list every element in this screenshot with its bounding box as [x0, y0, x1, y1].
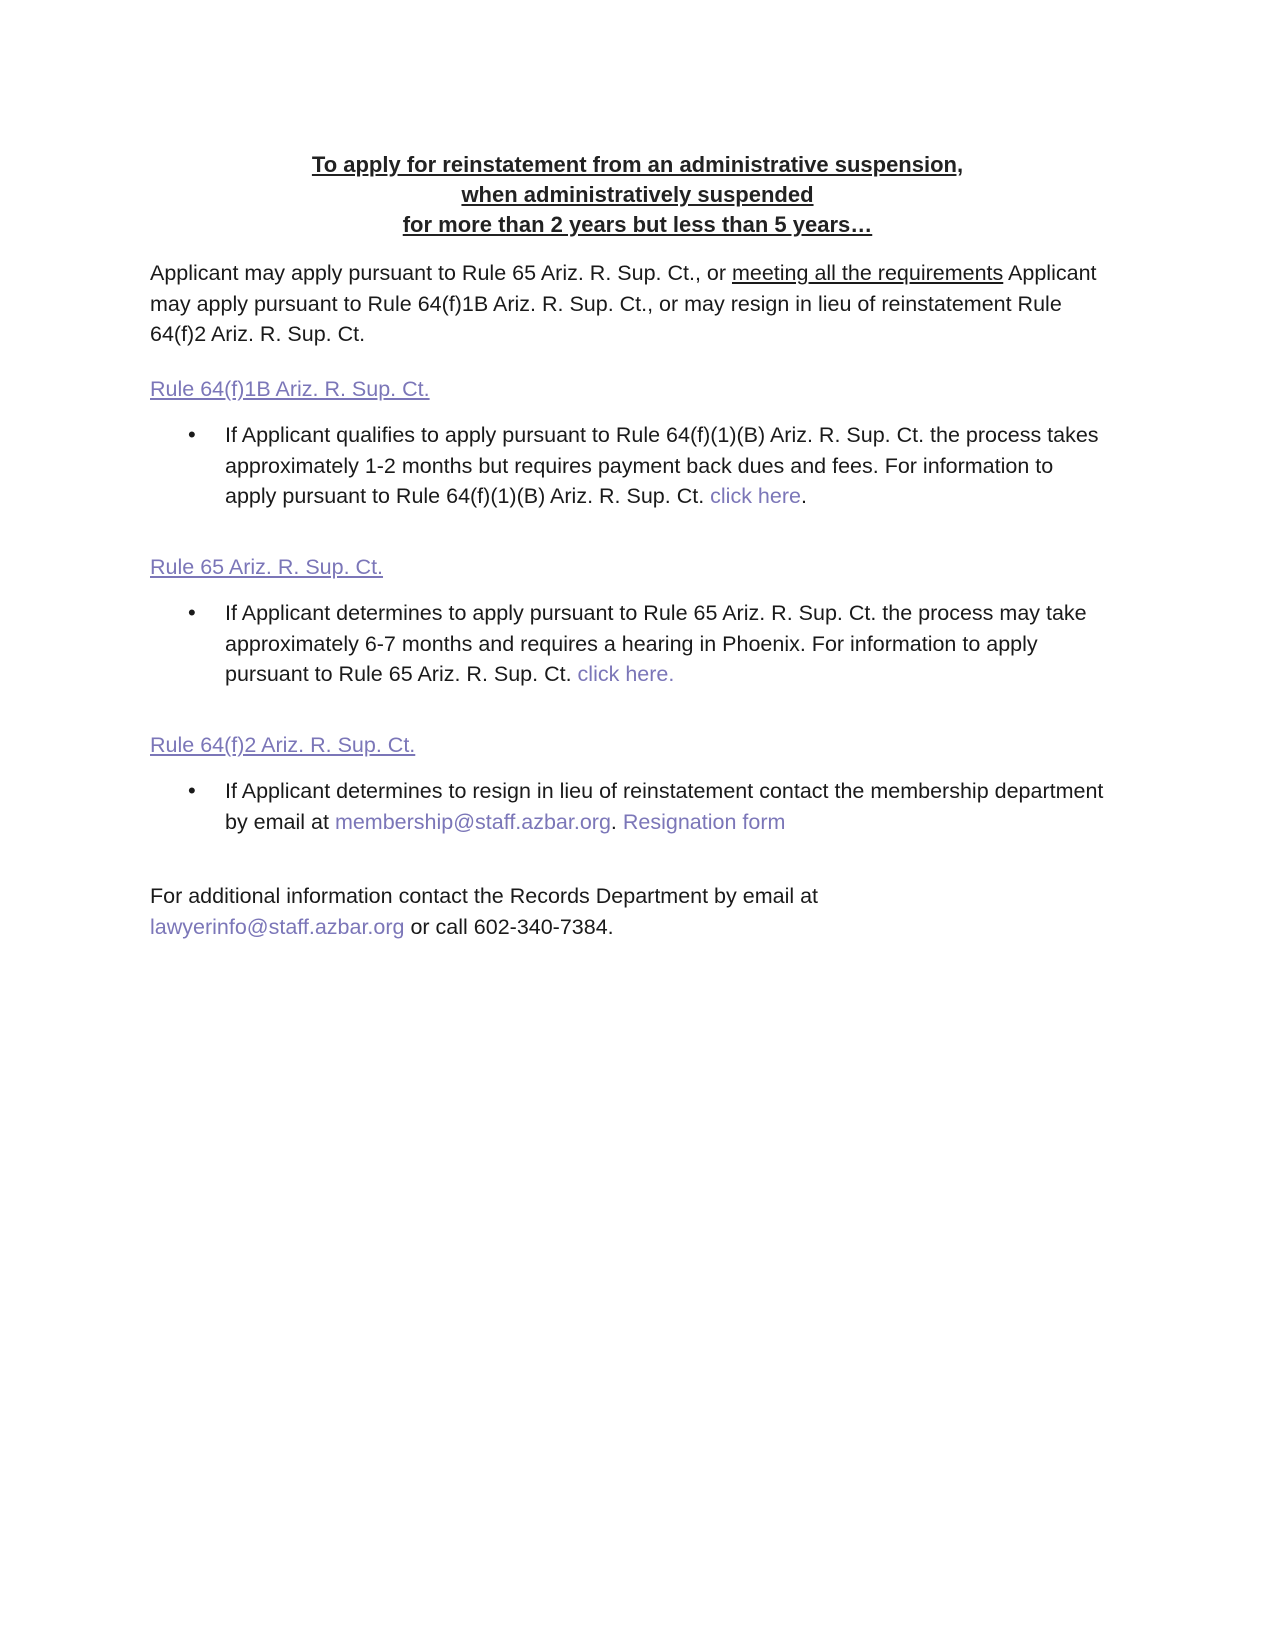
- intro-text-b: Applicant may apply pursuant to Rule 64(f)1B Ariz. R. Sup. Ct., or may resign in lieu of reinstatement Rule 64(f)2 Ariz. R. Sup. Ct.: [150, 261, 1097, 346]
- contact-text-a: For additional information contact the Records Department by email at: [150, 884, 819, 908]
- bullet-text: If Applicant determines to resign in lieu of reinstatement contact the membership department by email at: [225, 779, 1104, 834]
- bullet-text: If Applicant determines to apply pursuant to Rule 65 Ariz. R. Sup. Ct. the process may take approximately 6-7 months and requires a hearing in Phoenix. For information to apply pursuant to Rule 65 Ariz. R. Sup. Ct.: [225, 601, 1087, 686]
- bullet-after-text: .: [800, 484, 807, 508]
- title-line-3: for more than 2 years but less than 5 years…: [402, 212, 873, 237]
- bullet-icon: •: [188, 422, 196, 447]
- section-heading-rule-64f2[interactable]: Rule 64(f)2 Ariz. R. Sup. Ct.: [150, 733, 416, 757]
- bullet-text: If Applicant qualifies to apply pursuant to Rule 64(f)(1)(B) Ariz. R. Sup. Ct. the process takes approximately 1-2 months but requires payment back dues and fees. For information to apply pursuant to Rule 64(f)(1)(B) Ariz. R. Sup. Ct.: [225, 423, 1099, 508]
- bullet-icon: •: [188, 778, 196, 803]
- list-item-rule-64f2: [150, 776, 1110, 837]
- list-item-rule-64f1b: [150, 420, 1110, 512]
- document-title: [0, 150, 1275, 240]
- section-heading-rule-65[interactable]: Rule 65 Ariz. R. Sup. Ct.: [150, 555, 384, 579]
- title-line-1: To apply for reinstatement from an administrative suspension,: [311, 152, 964, 177]
- section-heading-rule-64f1b[interactable]: Rule 64(f)1B Ariz. R. Sup. Ct.: [150, 377, 430, 401]
- bullet-after-text: .: [610, 809, 623, 834]
- lawyerinfo-email-link[interactable]: lawyerinfo@staff.azbar.org: [150, 914, 405, 939]
- contact-text-b: or call 602-340-7384.: [404, 914, 614, 939]
- click-here-link[interactable]: click here.: [577, 662, 675, 686]
- membership-email-link[interactable]: membership@staff.azbar.org: [334, 809, 611, 834]
- bullet-icon: •: [188, 600, 196, 625]
- intro-underlined-text: meeting all the requirements: [731, 261, 1004, 285]
- click-here-link[interactable]: click here: [710, 484, 801, 508]
- title-line-2: when administratively suspended: [461, 182, 814, 207]
- contact-paragraph: [150, 881, 1110, 942]
- list-item-rule-65: [150, 598, 1110, 690]
- resignation-form-link[interactable]: Resignation form: [622, 809, 786, 834]
- intro-paragraph: [150, 258, 1110, 350]
- intro-text-a: Applicant may apply pursuant to Rule 65 Ariz. R. Sup. Ct., or: [150, 261, 732, 285]
